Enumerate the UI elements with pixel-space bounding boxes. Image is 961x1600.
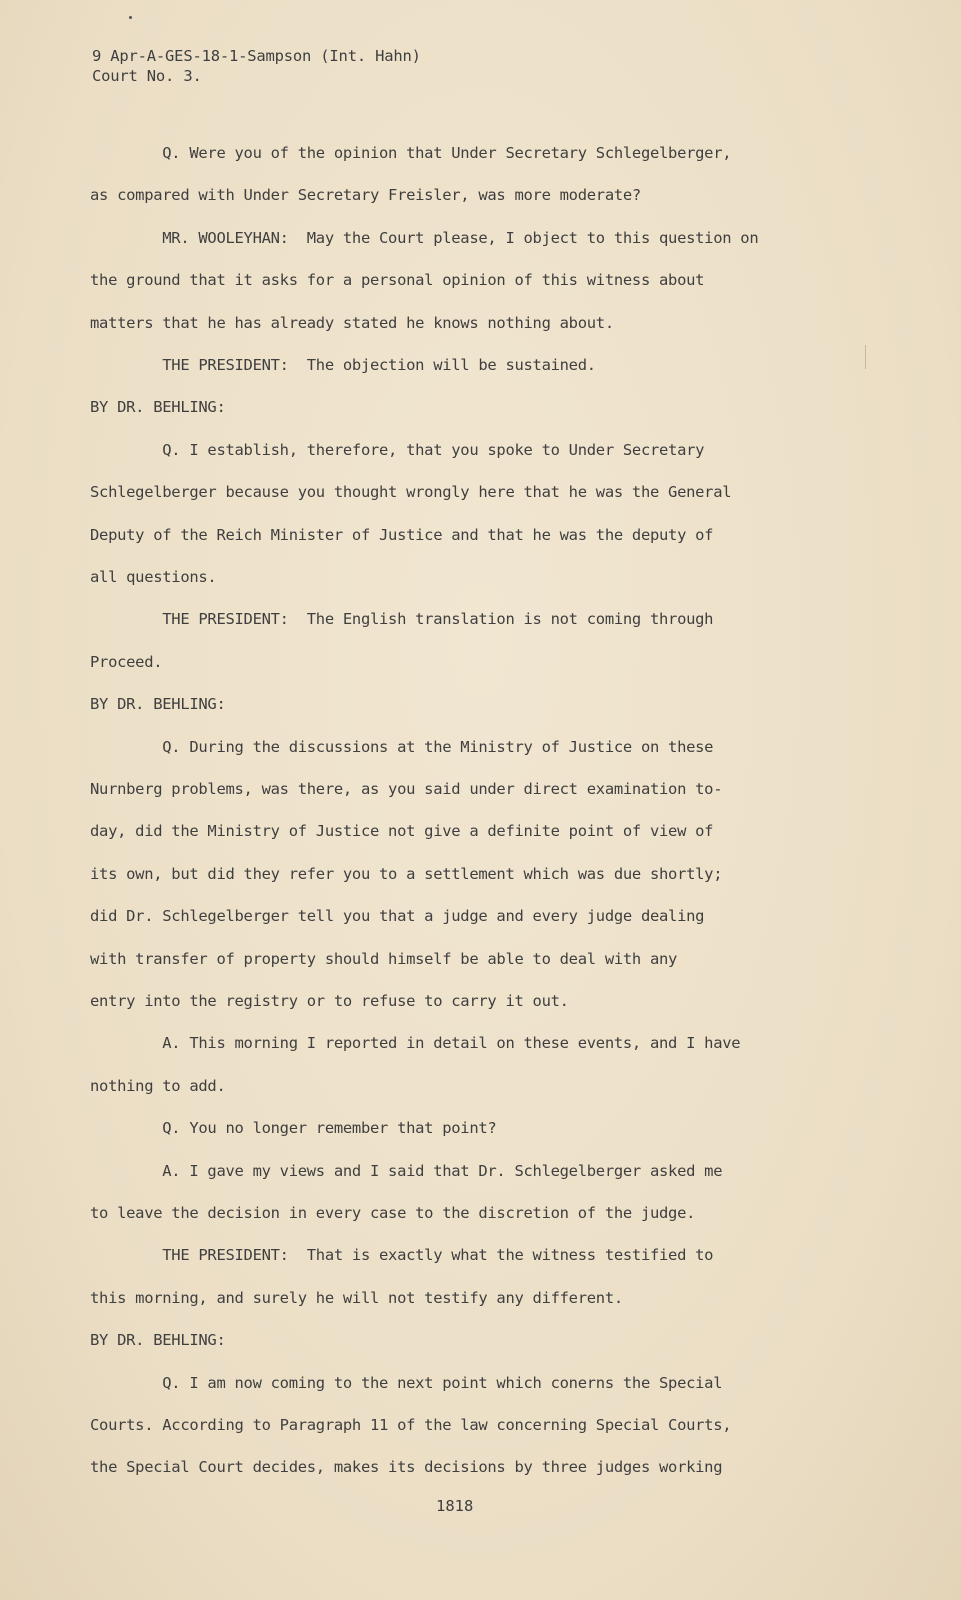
- transcript-line: did Dr. Schlegelberger tell you that a judge and every judge dealing: [90, 907, 705, 926]
- transcript-line: THE PRESIDENT: That is exactly what the witness testified to: [90, 1246, 714, 1265]
- transcript-line: A. This morning I reported in detail on these events, and I have: [90, 1034, 741, 1053]
- transcript-line: Nurnberg problems, was there, as you said under direct examination to-: [90, 780, 723, 798]
- header-line-1: 9 Apr-A-GES-18-1-Sampson (Int. Hahn): [92, 47, 421, 65]
- transcript-line: with transfer of property should himself be able to deal with any: [90, 949, 678, 968]
- transcript-line: Proceed.: [90, 652, 163, 671]
- transcript-line: entry into the registry or to refuse to carry it out.: [90, 992, 569, 1010]
- header-line-2: Court No. 3.: [92, 67, 202, 85]
- transcript-line: THE PRESIDENT: The English translation is not coming through: [90, 610, 714, 629]
- transcript-line: Q. I am now coming to the next point which conerns the Special: [90, 1373, 723, 1392]
- transcript-line: as compared with Under Secretary Freisler, was more moderate?: [90, 186, 641, 205]
- page-number: 1818: [436, 1497, 474, 1515]
- transcript-line: BY DR. BEHLING:: [90, 1331, 226, 1350]
- transcript-line: Schlegelberger because you thought wrongly here that he was the General: [90, 483, 732, 502]
- document-header: [92, 46, 421, 86]
- transcript-line: the Special Court decides, makes its decisions by three judges working: [90, 1458, 723, 1477]
- transcript-line: THE PRESIDENT: The objection will be sustained.: [90, 356, 596, 374]
- transcript-line: this morning, and surely he will not testify any different.: [90, 1288, 623, 1307]
- transcript-line: its own, but did they refer you to a settlement which was due shortly;: [90, 864, 723, 883]
- margin-mark: [865, 345, 866, 369]
- transcript-line: all questions.: [90, 568, 217, 586]
- transcript-line: A. I gave my views and I said that Dr. Schlegelberger asked me: [90, 1161, 723, 1180]
- transcript-line: Q. Were you of the opinion that Under Secretary Schlegelberger,: [90, 144, 732, 162]
- transcript-line: Q. During the discussions at the Ministry of Justice on these: [90, 737, 714, 756]
- transcript-line: BY DR. BEHLING:: [90, 695, 226, 714]
- transcript-line: BY DR. BEHLING:: [90, 398, 226, 417]
- transcript-line: Deputy of the Reich Minister of Justice and that he was the deputy of: [90, 525, 714, 544]
- transcript-line: MR. WOOLEYHAN: May the Court please, I object to this question on: [90, 228, 759, 247]
- transcript-line: nothing to add.: [90, 1076, 226, 1095]
- transcript-line: matters that he has already stated he knows nothing about.: [90, 313, 614, 332]
- transcript-line: Q. You no longer remember that point?: [90, 1119, 497, 1138]
- transcript-line: Courts. According to Paragraph 11 of the law concerning Special Courts,: [90, 1416, 732, 1434]
- ink-dot: [129, 16, 132, 19]
- transcript-line: to leave the decision in every case to the discretion of the judge.: [90, 1204, 696, 1222]
- transcript-line: the ground that it asks for a personal opinion of this witness about: [90, 271, 705, 290]
- transcript-line: day, did the Ministry of Justice not give a definite point of view of: [90, 822, 714, 841]
- transcript-line: Q. I establish, therefore, that you spoke to Under Secretary: [90, 440, 705, 459]
